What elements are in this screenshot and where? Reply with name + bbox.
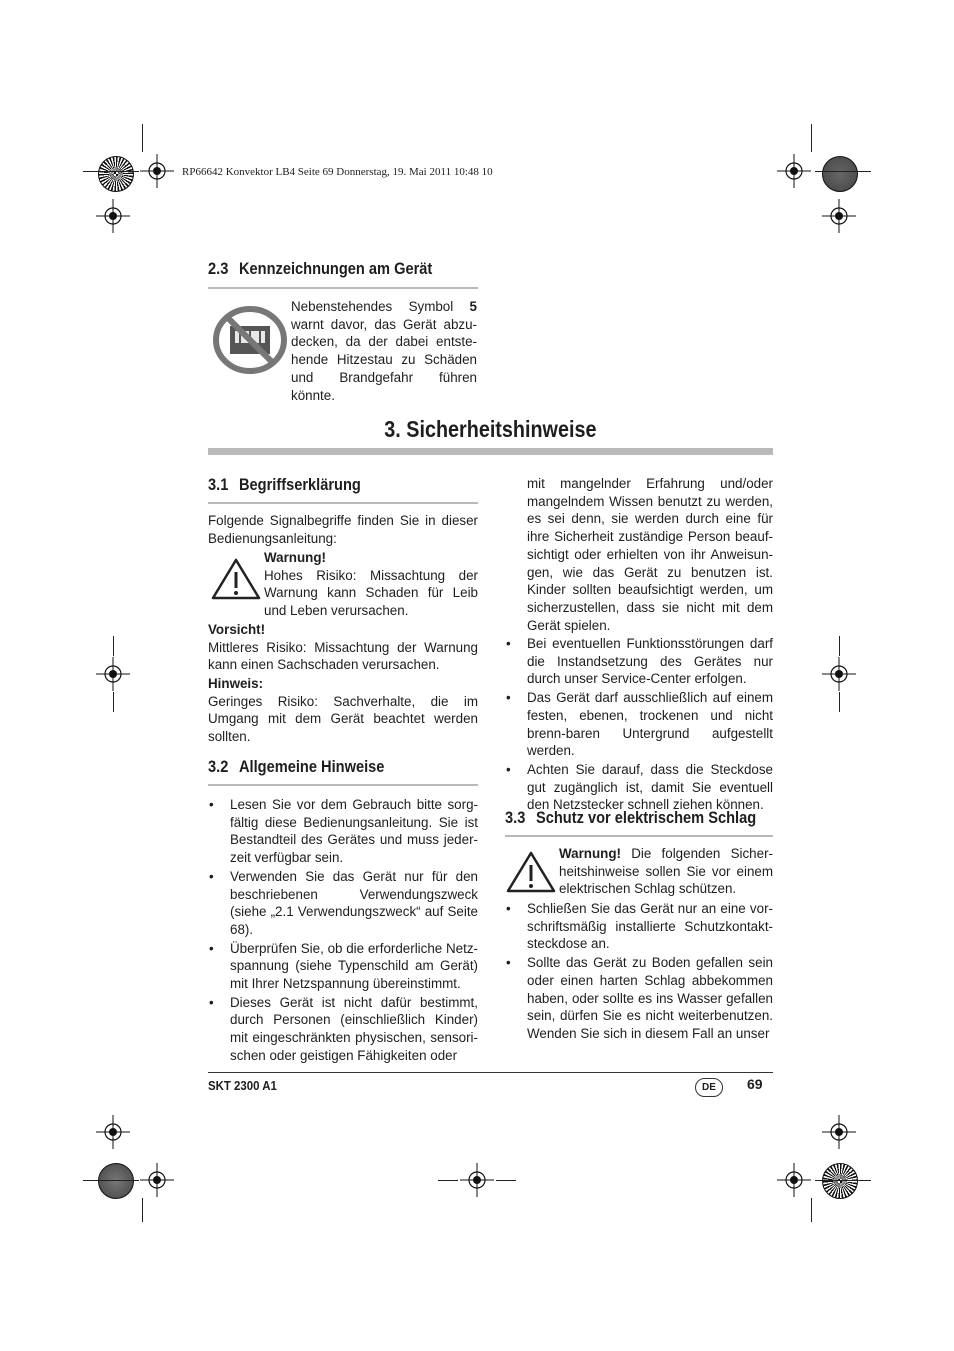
color-rosette-bottom-right	[822, 1163, 858, 1199]
continuation-text: mit mangelnder Erfahrung und/oder mangelndem Wissen benutzt zu werden, es sei denn, sie werden durch eine für ihre Sicherheit zuständige Person beauf-sichtigt oder erhielten von ihr Anweisun-gen, wie das Gerät zu benutzen ist. Kinder sollten beaufsichtigt werden, um sicherzustellen, dass sie nicht mit dem Gerät spielen.	[527, 476, 773, 633]
registration-mark-icon	[140, 154, 174, 188]
crop-mark	[496, 1180, 516, 1181]
section-heading-3-2	[208, 757, 384, 777]
list-item: • Das Gerät darf ausschließlich auf einem festen, ebenen, trockenen und nicht brenn-baren Untergrund aufgestellt werden.	[505, 689, 773, 760]
section-title: Begriffserklärung	[238, 475, 361, 494]
chapter-title: 3. Sicherheitshinweise	[384, 416, 597, 442]
color-rosette-top-left	[98, 156, 134, 192]
warning-label: Warnung!	[264, 550, 326, 565]
section-number: 3.3	[505, 808, 526, 827]
section-title: Kennzeichnungen am Gerät	[238, 259, 433, 278]
list-item: • Dieses Gerät ist nicht dafür bestimmt, durch Personen (einschließlich Kinder) mit eingeschränkten physischen, sensori-schen oder geistigen Fähigkeiten oder	[208, 994, 478, 1065]
model-number: SKT 2300 A1	[208, 1078, 277, 1093]
section-rule	[208, 784, 478, 786]
note-label: Hinweis:	[208, 676, 264, 691]
crop-mark	[113, 636, 114, 656]
print-header: RP66642 Konvektor LB4 Seite 69 Donnerstag, 19. Mai 2011 10:48 10	[182, 166, 493, 178]
registration-mark-icon	[96, 199, 130, 233]
crop-mark	[839, 636, 840, 656]
no-cover-symbol-icon	[213, 306, 287, 374]
list-item: • Lesen Sie vor dem Gebrauch bitte sorg-fältig diese Bedienungsanleitung. Sie ist Bestandteil des Gerätes und muss jeder-zeit verfügbar sein.	[208, 796, 478, 867]
section-heading-3-1	[208, 475, 361, 495]
list-item: • Schließen Sie das Gerät nur an eine vor-schriftsmäßig installierte Schutzkontakt-steckdose an.	[505, 900, 773, 953]
section-number: 2.3	[208, 259, 229, 278]
symbol-description: Nebenstehendes Symbol 5 warnt davor, das Gerät abzu-decken, da der dabei entste-hende Hitzestau zu Schäden und Brandgefahr führen könnte.	[291, 299, 477, 403]
crop-mark	[815, 1180, 871, 1181]
section-rule	[208, 502, 478, 504]
registration-mark-icon	[822, 657, 856, 691]
list-item: • Überprüfen Sie, ob die erforderliche Netz-spannung (siehe Typenschild am Gerät) mit Ihrer Netzspannung übereinstimmt.	[208, 940, 478, 993]
section-rule	[208, 287, 478, 289]
crop-mark	[83, 1180, 139, 1181]
symbol-reference: 5	[469, 299, 477, 314]
electric-shock-warning: Warnung! Die folgenden Sicher-heitshinweise sollen Sie vor einem elektrischen Schlag schützen.	[559, 846, 773, 897]
footer-rule	[208, 1072, 773, 1073]
warning-triangle-icon	[210, 557, 262, 601]
section-heading-2-3	[208, 259, 432, 279]
warning-triangle-icon	[505, 850, 557, 894]
caution-definition: Vorsicht! Mittleres Risiko: Missachtung der Warnung kann einen Sachschaden verursachen.	[208, 622, 478, 673]
crop-mark	[142, 1198, 143, 1222]
section-rule	[505, 835, 773, 837]
electric-shock-list	[505, 900, 773, 1043]
gray-rosette-bottom-left	[98, 1163, 134, 1199]
crop-mark	[839, 692, 840, 712]
page-number: 69	[747, 1076, 763, 1092]
caution-label: Vorsicht!	[208, 622, 266, 637]
general-notes-list	[208, 796, 478, 1065]
list-item: • Verwenden Sie das Gerät nur für den beschriebenen Verwendungszweck (siehe „2.1 Verwendungszweck“ auf Seite 68).	[208, 868, 478, 939]
crop-mark	[438, 1180, 458, 1181]
crop-mark	[113, 692, 114, 712]
warning-label: Warnung!	[559, 846, 621, 861]
crop-mark	[811, 1198, 812, 1222]
section-heading-3-3	[505, 808, 756, 828]
list-item: • Achten Sie darauf, dass die Steckdose gut zugänglich ist, damit Sie eventuell den Netzstecker schnell ziehen können.	[505, 761, 773, 814]
registration-mark-icon	[822, 199, 856, 233]
section-number: 3.1	[208, 475, 229, 494]
section-title: Allgemeine Hinweise	[238, 757, 385, 776]
section-title: Schutz vor elektrischem Schlag	[535, 808, 757, 827]
registration-mark-icon	[96, 657, 130, 691]
registration-mark-icon	[140, 1163, 174, 1197]
list-item: • Bei eventuellen Funktionsstörungen darf die Instandsetzung des Gerätes nur durch unser Service-Center erfolgen.	[505, 635, 773, 688]
crop-mark	[83, 171, 139, 172]
signal-words-intro: Folgende Signalbegriffe finden Sie in dieser Bedienungsanleitung:	[208, 513, 478, 546]
chapter-rule	[208, 448, 773, 455]
section-number: 3.2	[208, 757, 229, 776]
registration-mark-icon	[460, 1163, 494, 1197]
language-badge: DE	[695, 1078, 723, 1097]
general-notes-list-continued	[505, 635, 773, 814]
registration-mark-icon	[777, 154, 811, 188]
registration-mark-icon	[777, 1163, 811, 1197]
gray-rosette-top-right	[822, 156, 858, 192]
list-item: • Sollte das Gerät zu Boden gefallen sein oder einen harten Schlag abbekommen haben, oder sollte es ins Wasser gefallen sein, dürfen Sie es nicht weiterbenutzen. Wenden Sie sich in diesem Fall an unser	[505, 954, 773, 1043]
crop-mark	[815, 171, 871, 172]
warning-definition: Warnung! Hohes Risiko: Missachtung der Warnung kann Schaden für Leib und Leben verursachen.	[264, 550, 478, 619]
crop-mark	[811, 124, 812, 152]
note-definition: Hinweis: Geringes Risiko: Sachverhalte, die im Umgang mit dem Gerät beachtet werden sollten.	[208, 676, 478, 745]
registration-mark-icon	[96, 1115, 130, 1149]
registration-mark-icon	[822, 1115, 856, 1149]
crop-mark	[142, 124, 143, 152]
